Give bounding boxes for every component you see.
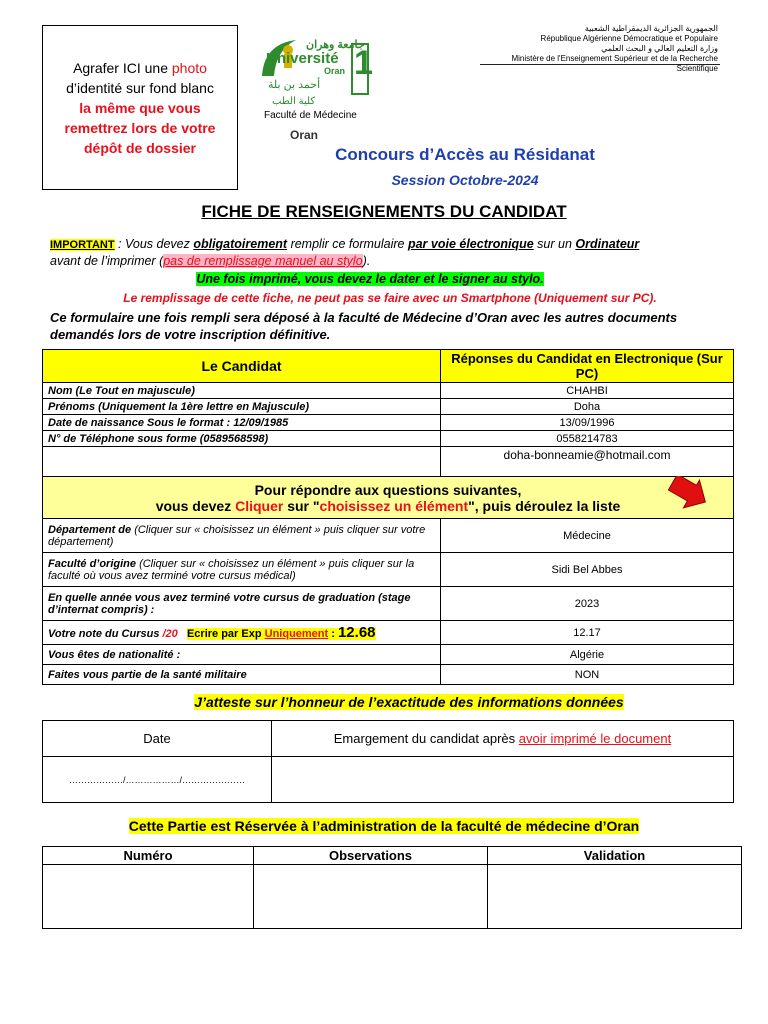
row-label-nationalite: Vous êtes de nationalité : bbox=[43, 645, 441, 665]
field-nom[interactable]: CHAHBI bbox=[441, 383, 734, 399]
row-label-nom: Nom (Le Tout en majuscule) bbox=[43, 383, 441, 399]
logo-number: 1 bbox=[354, 44, 373, 82]
ministry-fr-2: Ministère de l'Enseignement Supérieur et de la Recherche Scientifique bbox=[511, 54, 718, 73]
row-label-naissance: Date de naissance Sous le format : 12/09/1985 bbox=[43, 415, 441, 431]
notice-no-manual-fill: pas de remplissage manuel au stylo bbox=[163, 254, 363, 268]
notice-red-line: Le remplissage de cette fiche, ne peut pas se faire avec un Smartphone (Uniquement sur PC). bbox=[123, 291, 657, 305]
admin-title bbox=[0, 818, 768, 834]
field-email[interactable]: doha-bonneamie@hotmail.com bbox=[441, 447, 734, 477]
admin-cell-validation bbox=[488, 865, 742, 929]
logo-arabic-name: أحمد بن بلة bbox=[268, 79, 321, 91]
photo-placeholder-box bbox=[42, 25, 238, 190]
notice-line-2 bbox=[50, 253, 730, 269]
row-label-prenoms: Prénoms (Uniquement la 1ère lettre en Majuscule) bbox=[43, 399, 441, 415]
notice-green-line bbox=[50, 271, 690, 287]
signature-header-text: Emargement du candidat après bbox=[333, 731, 519, 746]
logo-oran-small: Oran bbox=[324, 66, 346, 76]
row-label-email bbox=[43, 447, 441, 477]
admin-cell-observations bbox=[254, 865, 488, 929]
admin-col-validation: Validation bbox=[488, 847, 742, 865]
notice-bold-line-1: Ce formulaire une fois rempli sera déposé à la faculté de Médecine d’Oran avec les autres documents bbox=[50, 310, 678, 325]
dept-label-bold: Département de bbox=[48, 523, 132, 536]
field-note[interactable]: 12.17 bbox=[441, 621, 734, 645]
note-scale: /20 bbox=[162, 628, 178, 640]
ministry-ar-1: الجمهورية الجزائرية الديمقراطية الشعبية bbox=[584, 24, 718, 33]
photo-text-2: d’identité sur fond blanc bbox=[66, 80, 214, 96]
field-prenoms[interactable]: Doha bbox=[441, 399, 734, 415]
instruction-text: ", puis déroulez la liste bbox=[468, 497, 621, 514]
notice-bold-line-2: demandés lors de votre inscription définitive. bbox=[50, 327, 331, 342]
date-signature-table bbox=[42, 720, 734, 803]
logo-arabic-faculty: كلية الطب bbox=[272, 96, 316, 107]
photo-text-5: dépôt de dossier bbox=[83, 140, 197, 156]
photo-text-photo: photo bbox=[171, 60, 207, 76]
field-naissance[interactable]: 13/09/1996 bbox=[441, 415, 734, 431]
admin-col-observations: Observations bbox=[254, 847, 488, 865]
admin-cell-numero bbox=[43, 865, 254, 929]
notice-text: sur un bbox=[533, 237, 576, 251]
notice-text: ). bbox=[362, 254, 371, 268]
dept-label-hint: (Cliquer sur « choisissez un élément » puis cliquer sur votre département) bbox=[48, 523, 426, 548]
photo-text-4: remettrez lors de votre bbox=[64, 120, 216, 136]
candidate-table bbox=[42, 349, 734, 685]
signature-header bbox=[272, 721, 734, 757]
admin-table bbox=[42, 846, 742, 929]
ministry-fr-1: République Algérienne Démocratique et Populaire bbox=[540, 34, 718, 43]
notice-text: : Vous devez bbox=[114, 237, 194, 251]
date-field[interactable]: ………………/………………/………………… bbox=[43, 757, 272, 803]
logo-arabic-university: جامعة وهران bbox=[306, 39, 365, 51]
note-example-value: 12.68 bbox=[337, 624, 376, 641]
instruction-line-2 bbox=[47, 498, 729, 514]
logo-faculty: Faculté de Médecine bbox=[264, 110, 357, 121]
red-arrow-icon bbox=[666, 476, 710, 510]
admin-col-numero: Numéro bbox=[43, 847, 254, 865]
notice-obligatoirement: obligatoirement bbox=[193, 237, 288, 251]
logo-city: Oran bbox=[290, 128, 319, 142]
notice-line-1 bbox=[50, 236, 730, 253]
instruction-banner bbox=[43, 477, 734, 519]
attestation-text: J’atteste sur l’honneur de l’exactitude des informations données bbox=[194, 694, 624, 710]
admin-title-text: Cette Partie est Réservée à l’administration de la faculté de médecine d’Oran bbox=[128, 818, 640, 834]
important-label: IMPORTANT bbox=[50, 239, 115, 251]
fac-label-hint: (Cliquer sur « choisissez un élément » puis cliquer sur la faculté où vous avez terminé votre cursus médical) bbox=[48, 557, 415, 582]
select-militaire[interactable]: NON bbox=[441, 665, 734, 685]
instruction-cliquer: Cliquer bbox=[235, 497, 284, 514]
row-label-departement bbox=[43, 519, 441, 553]
photo-text-3: la même que vous bbox=[79, 100, 201, 116]
photo-text-1: Agrafer ICI une bbox=[73, 60, 172, 76]
instruction-choisissez: choisissez un élément bbox=[319, 497, 469, 514]
ministry-ar-2: وزارة التعليم العالي و البحث العلمي bbox=[601, 44, 718, 53]
date-header: Date bbox=[43, 721, 272, 757]
university-logo bbox=[254, 36, 374, 142]
instruction-line-1: Pour répondre aux questions suivantes, bbox=[254, 481, 522, 498]
instruction-text: vous devez bbox=[155, 497, 236, 514]
ministry-header bbox=[470, 24, 718, 74]
logo-universite: Université bbox=[266, 50, 339, 67]
header-reponses: Réponses du Candidat en Electronique (Sur PC) bbox=[441, 350, 734, 383]
fiche-title: FICHE DE RENSEIGNEMENTS DU CANDIDAT bbox=[201, 202, 567, 221]
notice-ordinateur: Ordinateur bbox=[575, 237, 640, 251]
notice-green-text: Une fois imprimé, vous devez le dater et le signer au stylo. bbox=[196, 272, 544, 286]
fac-label-bold: Faculté d’origine bbox=[48, 557, 137, 570]
notice-text: avant de l’imprimer ( bbox=[50, 254, 164, 268]
row-label-militaire: Faites vous partie de la santé militaire bbox=[43, 665, 441, 685]
row-label-telephone: N° de Téléphone sous forme (0589568598) bbox=[43, 431, 441, 447]
select-departement[interactable]: Médecine bbox=[441, 519, 734, 553]
header-candidat: Le Candidat bbox=[43, 350, 441, 383]
row-label-faculte bbox=[43, 553, 441, 587]
note-label: Votre note du Cursus bbox=[48, 628, 163, 640]
select-annee[interactable]: 2023 bbox=[441, 587, 734, 621]
attestation-line bbox=[0, 694, 768, 710]
select-nationalite[interactable]: Algérie bbox=[441, 645, 734, 665]
signature-header-red: avoir imprimé le document bbox=[518, 731, 672, 746]
select-faculte[interactable]: Sidi Bel Abbes bbox=[441, 553, 734, 587]
row-label-annee: En quelle année vous avez terminé votre cursus de graduation (stage d’internat compris) : bbox=[43, 587, 441, 621]
signature-field[interactable] bbox=[272, 757, 734, 803]
field-telephone[interactable]: 0558214783 bbox=[441, 431, 734, 447]
instruction-text: sur " bbox=[283, 497, 320, 514]
concours-title: Concours d’Accès au Résidanat bbox=[335, 145, 595, 164]
ministry-divider bbox=[480, 64, 720, 65]
note-uniquement: Uniquement bbox=[264, 628, 329, 640]
note-colon: : bbox=[328, 628, 338, 640]
notice-voie-electronique: par voie électronique bbox=[407, 237, 534, 251]
notice-text: remplir ce formulaire bbox=[287, 237, 408, 251]
note-example-prefix: Ecrire par Exp bbox=[186, 628, 265, 640]
session-title: Session Octobre-2024 bbox=[391, 172, 539, 188]
row-label-note bbox=[43, 621, 441, 645]
